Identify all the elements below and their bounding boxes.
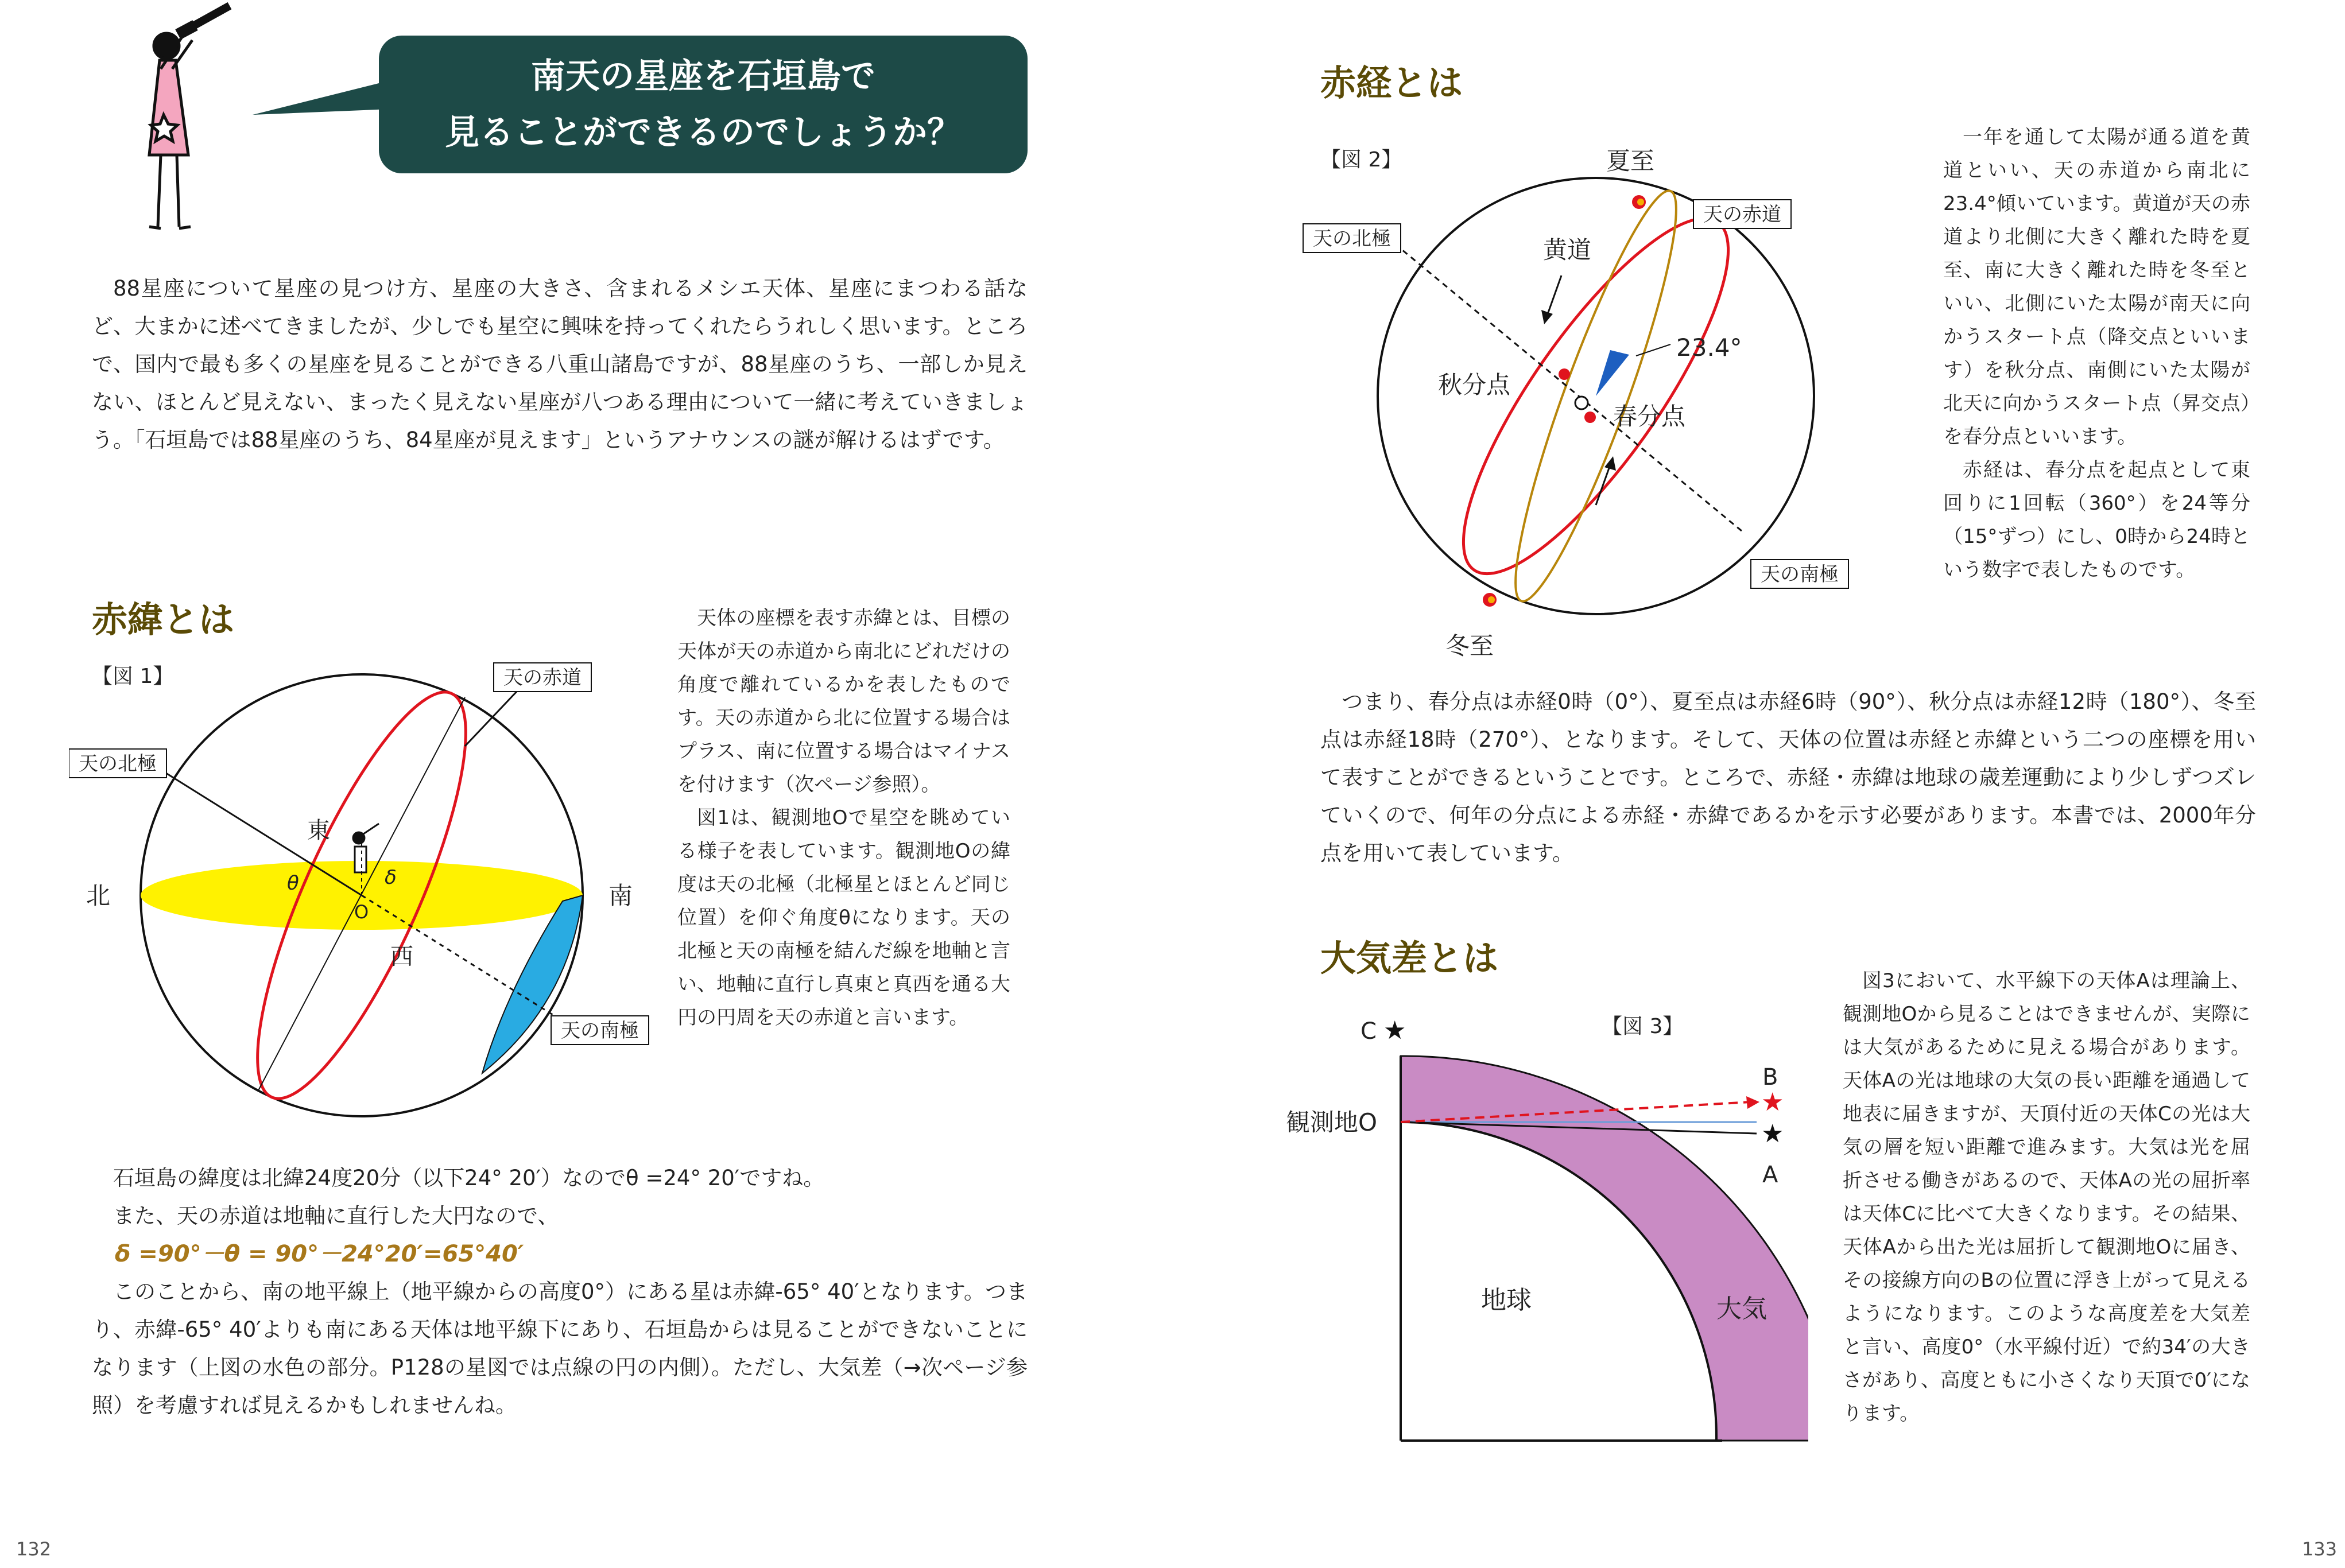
fig2-equator-label: 天の赤道 [1703, 203, 1781, 226]
fig2-autumn-label: 秋分点 [1438, 371, 1511, 399]
ecliptic-explanation: 一年を通して太陽が通る道を黄道といい、天の赤道から南北に23.4°傾いています。黄道が天の赤道より北側に大きく離れた時を夏至、南に大きく離れた時を冬至といい、北側にいた太陽が南天に向かうスタート点（降交点といいます）を秋分点、南側にいた太陽が北天に向かうスタート点（昇交点）を春分点といいます。 赤経は、春分点を起点として東回りに1回転（360°）を24等分（15°ずつ）にし、0時から24時という数字で表したものです。 [1943, 126, 2250, 581]
fig1-south-pole-label: 天の南極 [561, 1019, 639, 1042]
fig3-label: 【図 3】 [1602, 1015, 1684, 1038]
intro-paragraph: 88星座について星座の見つけ方、星座の大きさ、含まれるメシエ天体、星座にまつわる話など、大まかに述べてきましたが、少しでも星空に興味を持ってくれたらうれしく思います。ところで、国内で最も多くの星座を見ることができる八重山諸島ですが、88星座のうち、一部しか見えない、ほとんど見えない、まったく見えない星座が八つある理由について一緒に考えていきましょう。「石垣島では88星座のうち、84星座が見えます」というアナウンスの謎が解けるはずです。 [92, 276, 1028, 452]
latitude-explanation: 石垣島の緯度は北緯24度20分（以下24° 20′）なのでθ =24° 20′ですね。 また、天の赤道は地軸に直行した大円なので、 δ =90°－θ = 90°－24°20′=65°40′ このことから、南の地平線上（地平線からの高度0°）にある星は赤緯-65° 40′となります。つまり、赤緯-65° 40′よりも南にある天体は地平線下にあり、石垣島からは見ることができないことになります（上図の水色の部分。P128の星図では点線の円の内側）。ただし、大気差（→次ページ参照）を考慮すれば見えるかもしれませんね。 [92, 1166, 1028, 1418]
fig2-winter-label: 冬至 [1445, 632, 1494, 660]
fig3-atmosphere-label: 大気 [1716, 1294, 1767, 1324]
fig2-angle-label: 23.4° [1676, 333, 1742, 362]
fig3-b-label: B [1762, 1064, 1778, 1090]
fig2-summer-label: 夏至 [1606, 147, 1655, 175]
figure-1-declination [69, 649, 672, 1131]
fig2-spring-label: 春分点 [1613, 402, 1686, 430]
fig3-star-c: ★ [1383, 1016, 1406, 1045]
heading-declination: 赤緯とは [92, 599, 235, 641]
fig1-label: 【図 1】 [92, 665, 174, 688]
delta-formula: δ =90°－θ = 90°－24°20′=65°40′ [115, 1241, 524, 1267]
figure-3-refraction [1280, 1004, 1808, 1452]
page-number-left: 132 [16, 1538, 52, 1560]
fig2-south-pole-label: 天の南極 [1761, 563, 1839, 586]
fig1-delta-label: δ [385, 866, 397, 889]
heading-atmospheric-refraction: 大気差とは [1320, 937, 1499, 979]
fig2-north-pole-label: 天の北極 [1313, 227, 1391, 250]
fig3-observer-label: 観測地O [1286, 1108, 1378, 1136]
right-ascension-summary: つまり、春分点は赤経0時（0°）、夏至点は赤経6時（90°）、秋分点は赤経12時（180°）、冬至点は赤経18時（270°）、となります。そして、天体の位置は赤経と赤緯という二つの座標を用いて表すことができるということです。ところで、赤経・赤緯は地球の歳差運動により少しずつズレていくので、何年の分点による赤経・赤緯であるかを示す必要があります。本書では、2000年分点を用いて表しています。 [1320, 689, 2256, 865]
girl-telescope-illustration [115, 0, 241, 241]
fig3-earth-label: 地球 [1481, 1286, 1532, 1315]
fig1-equator-label: 天の赤道 [503, 666, 582, 689]
speech-bubble-tail [253, 75, 390, 121]
fig1-east-label: 東 [307, 817, 330, 844]
title-bubble [379, 36, 1028, 173]
fig2-label: 【図 2】 [1320, 148, 1402, 172]
fig2-ecliptic-label: 黄道 [1542, 236, 1592, 264]
title-line-1: 南天の星座を石垣島で [531, 56, 875, 96]
figure-2-right-ascension [1297, 138, 1935, 677]
fig1-theta-label: θ [287, 872, 299, 895]
refraction-explanation: 図3において、水平線下の天体Aは理論上、観測地Oから見ることはできませんが、実際には大気があるために見える場合があります。天体Aの光は地球の大気の長い距離を通過して地表に届きますが、天頂付近の天体Cの光は大気の層を短い距離で進みます。大気は光を屈折させる働きがあるので、天体Aの光の屈折率は天体Cに比べて大きくなります。その結果、天体Aから出た光は屈折して観測地Oに届き、その接線方向のBの位置に浮き上がって見えるようになります。このような高度差を大気差と言い、高度0°（水平線付近）で約34′の大きさがあり、高度ともに小さくなり天頂で0′になります。 [1843, 969, 2250, 1425]
fig1-north-label: 北 [86, 882, 111, 910]
heading-right-ascension: 赤経とは [1320, 62, 1463, 104]
declination-explanation: 天体の座標を表す赤緯とは、目標の天体が天の赤道から南北にどれだけの角度で離れているかを表したものです。天の赤道から北に位置する場合はプラス、南に位置する場合はマイナスを付けます（次ページ参照）。 図1は、観測地Oで星空を眺めている様子を表しています。観測地Oの緯度は天の北極（北極星とほとんど同じ位置）を仰ぐ角度θになります。天の北極と天の南極を結んだ線を地軸と言い、地軸に直行し真東と真西を通る大円の円周を天の赤道と言います。 [677, 607, 1010, 1029]
fig3-star-b: ★ [1761, 1088, 1784, 1117]
fig3-a-label: A [1762, 1162, 1778, 1188]
fig1-o-label: O [354, 901, 369, 923]
fig3-c-label: C [1361, 1018, 1377, 1045]
fig3-star-a: ★ [1761, 1119, 1784, 1148]
fig1-west-label: 西 [390, 944, 413, 970]
fig1-north-pole-label: 天の北極 [79, 752, 157, 775]
page-number-right: 133 [2302, 1538, 2338, 1560]
fig1-south-label: 南 [608, 882, 633, 910]
title-line-2: 見ることができるのでしょうか？ [445, 112, 962, 153]
